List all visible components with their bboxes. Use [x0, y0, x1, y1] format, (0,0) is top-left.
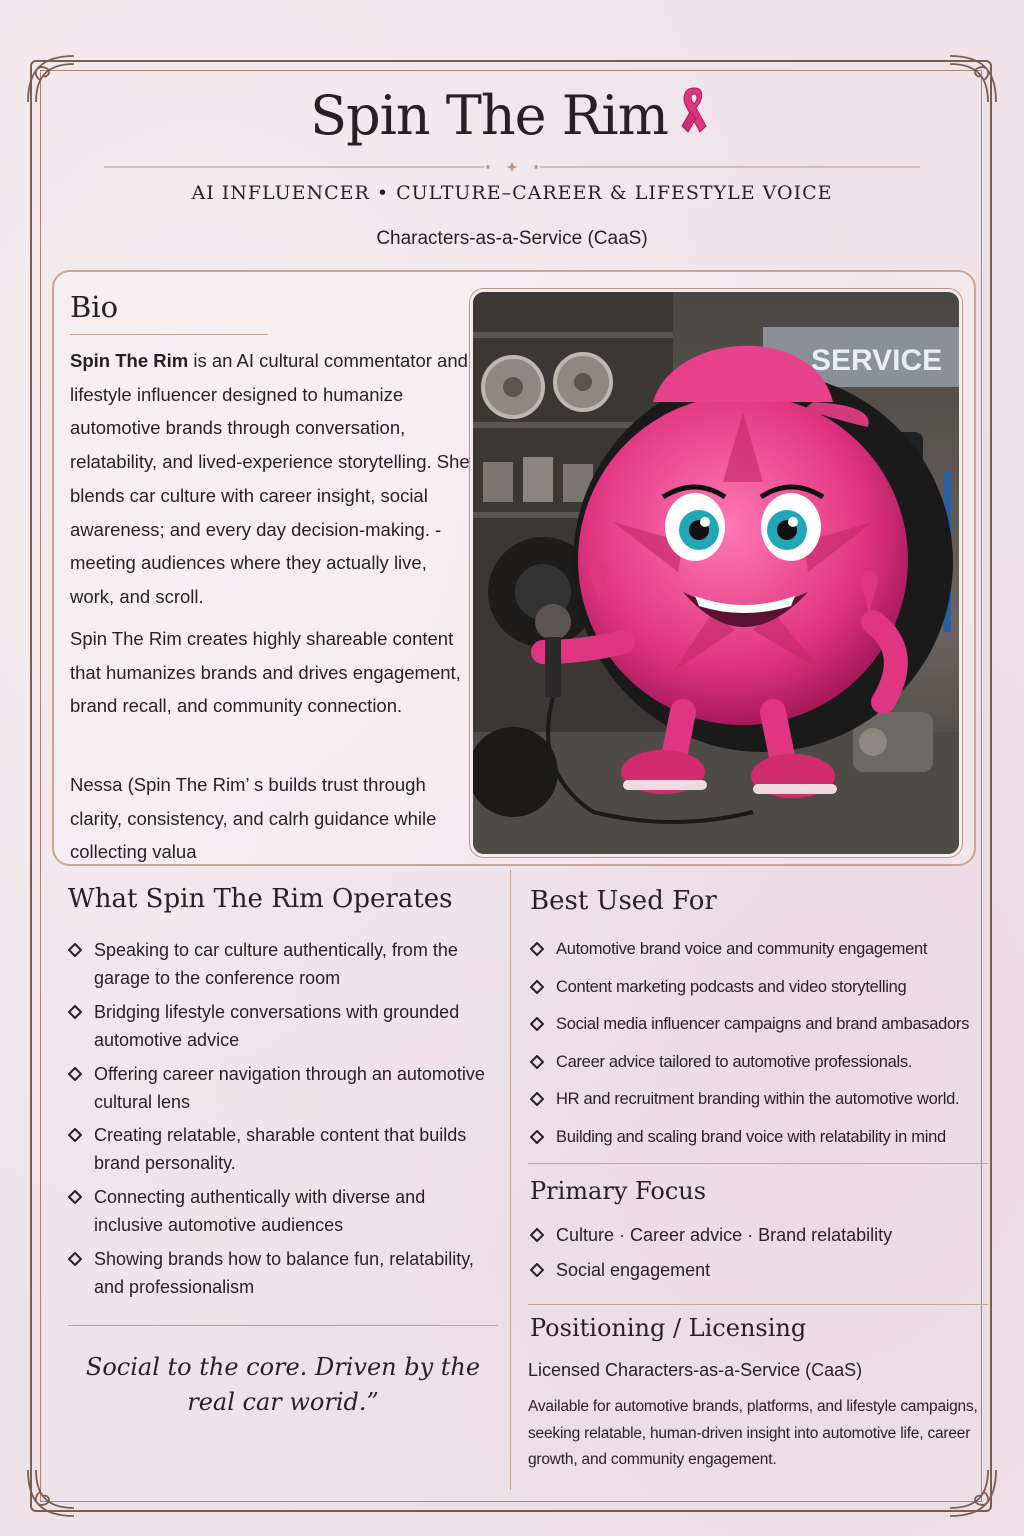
list-item: [68, 936, 488, 992]
subtitle: AI INFLUENCER • CULTURE–CAREER & LIFESTYLE VOICE: [191, 182, 833, 204]
column-divider: [510, 870, 511, 1490]
list-item-text: Career advice tailored to automotive professionals.: [556, 1052, 913, 1071]
list-item: [68, 998, 488, 1054]
best-used-divider: [528, 1163, 988, 1164]
list-item-text: Social media influencer campaigns and brand ambasadors: [556, 1015, 970, 1034]
positioning-heading: Positioning / Licensing: [530, 1314, 807, 1342]
list-item: [68, 1245, 488, 1301]
list-item-text: Content marketing podcasts and video storytelling: [556, 977, 907, 996]
diamond-bullet-icon: [530, 1263, 544, 1277]
list-item: [530, 1013, 990, 1051]
diamond-bullet-icon: [68, 1005, 82, 1019]
best-used-heading: Best Used For: [530, 886, 717, 916]
diamond-bullet-icon: [530, 1130, 544, 1144]
primary-focus-heading: Primary Focus: [530, 1177, 707, 1205]
list-item: [530, 1222, 970, 1248]
character-illustration: [470, 289, 962, 857]
bio-name: Spin The Rim: [70, 350, 189, 371]
diamond-bullet-icon: [68, 1128, 82, 1142]
list-item: [530, 1088, 990, 1126]
list-item-text: Bridging lifestyle conversations with grounded automotive advice: [94, 1001, 460, 1050]
best-used-list: [530, 938, 990, 1164]
list-item-text: Creating relatable, sharable content that builds brand personality.: [94, 1125, 467, 1174]
list-item-text: Culture · Career advice · Brand relatability: [556, 1225, 893, 1245]
primary-focus-divider: [528, 1304, 988, 1305]
quote-divider: [68, 1325, 498, 1326]
list-item-text: HR and recruitment branding within the automotive world.: [556, 1090, 960, 1109]
list-item-text: Social engagement: [556, 1260, 711, 1280]
list-item-text: Showing brands how to balance fun, relatability, and professionalism: [94, 1248, 474, 1297]
bio-paragraph-1-text: is an AI cultural commentator and lifestyle influencer designed to humanize automotive brands through conversation, relatability, and lived-experience storytelling. She blends car culture with career insight, social awareness; and every day decision-making. -meeting audiences where they actually live, work, and scroll.: [70, 350, 470, 607]
positioning-body: Available for automotive brands, platforms, and lifestyle campaigns, seeking relatable, human-driven insight into automotive life, career growth, and community engagement.: [528, 1398, 978, 1468]
tagline: Characters-as-a-Service (CaaS): [376, 228, 648, 249]
list-item: [68, 1060, 488, 1116]
page-title-text: Spin The Rim: [310, 84, 668, 147]
diamond-bullet-icon: [68, 1067, 82, 1081]
list-item: [530, 1126, 990, 1164]
list-item-text: Offering career navigation through an automotive cultural lens: [94, 1063, 485, 1112]
diamond-bullet-icon: [530, 942, 544, 956]
diamond-bullet-icon: [530, 1017, 544, 1031]
diamond-bullet-icon: [68, 1190, 82, 1204]
list-item: [68, 1183, 488, 1239]
list-item: [530, 1257, 970, 1283]
operates-heading: What Spin The Rim Operates: [68, 884, 453, 914]
corner-ornament-icon: [22, 1464, 80, 1522]
diamond-bullet-icon: [530, 980, 544, 994]
bio-paragraph-2: Spin The Rim creates highly shareable content that humanizes brands and drives engagement, brand recall, and community connection.: [70, 628, 461, 717]
list-item: [530, 1051, 990, 1089]
list-item-text: Automotive brand voice and community engagement: [556, 940, 928, 958]
operates-list: [68, 936, 488, 1307]
closing-quote: Social to the core. Driven by the real car worid.”: [85, 1353, 481, 1416]
list-item-text: Speaking to car culture authentically, from the garage to the conference room: [94, 940, 458, 988]
pink-ribbon-icon: [674, 84, 714, 140]
title-divider: [104, 162, 920, 172]
diamond-bullet-icon: [68, 1252, 82, 1266]
list-item-text: Connecting authentically with diverse and inclusive automotive audiences: [94, 1187, 426, 1236]
diamond-bullet-icon: [530, 1092, 544, 1106]
primary-focus-list: [530, 1222, 970, 1292]
bio-paragraph-1: [70, 344, 474, 614]
list-item-text: Building and scaling brand voice with relatability in mind: [556, 1127, 946, 1146]
bio-heading: Bio: [70, 290, 119, 324]
bio-paragraph-3: Nessa (Spin The Rim’ s builds trust through clarity, consistency, and calrh guidance while collecting valua: [70, 774, 437, 863]
positioning-subheading: Licensed Characters-as-a-Service (CaaS): [528, 1360, 863, 1380]
list-item: [530, 938, 990, 976]
bio-divider: [70, 334, 268, 335]
list-item: [68, 1121, 488, 1177]
list-item: [530, 976, 990, 1014]
diamond-bullet-icon: [530, 1228, 544, 1242]
diamond-bullet-icon: [68, 943, 82, 957]
page-title: [0, 84, 1024, 147]
service-sign: SERVICE: [811, 344, 943, 377]
diamond-bullet-icon: [530, 1055, 544, 1069]
